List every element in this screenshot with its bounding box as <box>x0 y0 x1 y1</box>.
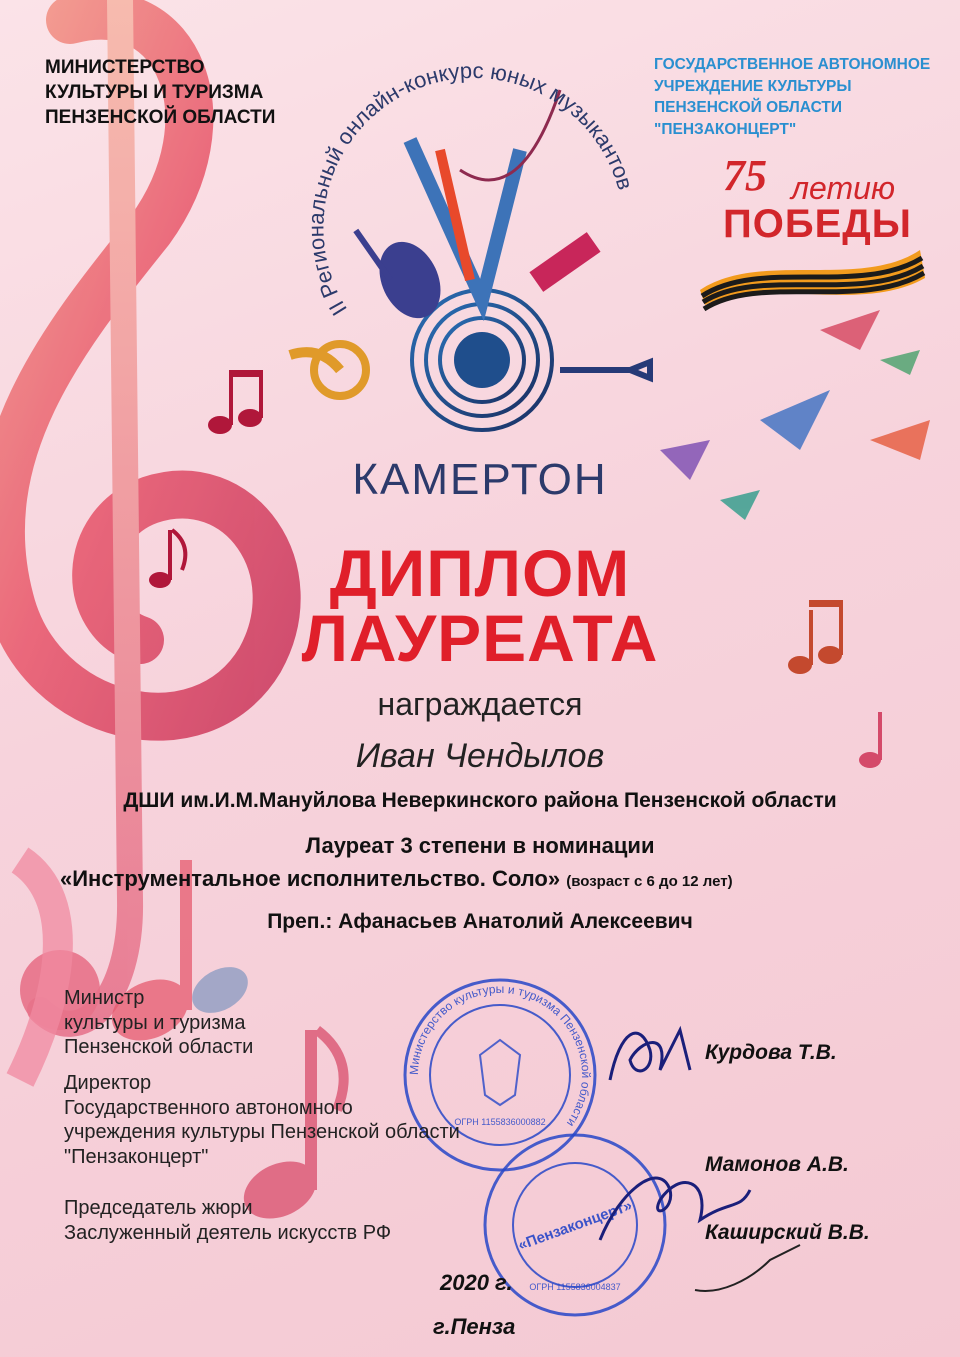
signatory-1-name: Курдова Т.В. <box>705 1041 837 1064</box>
signatory-1-title <box>64 986 253 1060</box>
signatory-2-title-line: Директор <box>64 1072 152 1094</box>
signatory-1-title-line: Министр <box>64 987 145 1009</box>
diploma-title-line-1: ДИПЛОМ <box>329 536 631 610</box>
teacher-name: Преп.: Афанасьев Анатолий Алексеевич <box>267 910 693 933</box>
organization-header <box>654 54 930 140</box>
nomination-title: «Инструментальное исполнительство. Соло» <box>60 866 561 891</box>
signatory-1-title-line: Пензенской области <box>64 1036 254 1058</box>
signatory-2-name: Мамонов А.В. <box>705 1153 849 1176</box>
ministry-line-2: КУЛЬТУРЫ И ТУРИЗМА <box>45 82 264 103</box>
svg-text:II Региональный онлайн-конкурс <box>303 58 638 320</box>
anniversary-number: 75 <box>723 151 767 200</box>
pensakoncert-stamp-text: «Пензаконцерт» <box>515 1196 635 1254</box>
diploma-title-line-2: ЛАУРЕАТА <box>301 601 659 675</box>
issue-date: 2020 г. <box>440 1270 513 1295</box>
pensakoncert-stamp-ogrn: ОГРН 1155836004837 <box>529 1282 621 1292</box>
ministry-stamp-text: Министерство культуры и туризма Пензенской области <box>406 981 594 1130</box>
issue-city: г.Пенза <box>433 1314 516 1339</box>
recipient-name: Иван Чендылов <box>355 737 605 775</box>
signature-kashirsky <box>690 1240 810 1300</box>
signatory-2-title <box>64 1071 460 1169</box>
organization-line-4: "ПЕНЗАКОНЦЕРТ" <box>654 120 797 138</box>
school-name: ДШИ им.И.М.Мануйлова Неверкинского района Пензенской области <box>123 789 837 812</box>
contest-name: КАМЕРТОН <box>352 455 608 504</box>
victory-anniversary-emblem <box>695 150 930 310</box>
signatory-2-title-line: учреждения культуры Пензенской области <box>64 1121 460 1143</box>
anniversary-suffix: летию <box>791 170 895 206</box>
contest-arc-title-text: II Региональный онлайн-конкурс юных музыкантов <box>303 57 639 321</box>
anniversary-word: ПОБЕДЫ <box>723 202 912 246</box>
signatory-1-title-line: культуры и туризма <box>64 1011 246 1034</box>
signatory-2-title-line: "Пензаконцерт" <box>64 1145 209 1168</box>
ministry-stamp-ogrn: ОГРН 1155836000882 <box>454 1117 546 1127</box>
organization-line-2: УЧРЕЖДЕНИЕ КУЛЬТУРЫ <box>654 77 852 95</box>
ministry-line-1: МИНИСТЕРСТВО <box>45 57 205 78</box>
signatory-3-title <box>64 1196 391 1245</box>
age-range: (возраст с 6 до 12 лет) <box>566 873 733 890</box>
signatory-3-title-line: Заслуженный деятель искусств РФ <box>64 1221 392 1244</box>
nomination-line <box>60 866 733 892</box>
organization-line-3: ПЕНЗЕНСКОЙ ОБЛАСТИ <box>654 99 842 116</box>
ministry-header <box>45 55 275 130</box>
coat-of-arms-icon <box>480 1040 520 1105</box>
ministry-line-3: ПЕНЗЕНСКОЙ ОБЛАСТИ <box>45 107 276 128</box>
laureate-degree: Лауреат 3 степени в номинации <box>305 833 655 858</box>
signatory-3-name: Каширский В.В. <box>705 1221 870 1244</box>
signatory-3-title-line: Председатель жюри <box>64 1197 253 1219</box>
signature-kurdova <box>600 1010 710 1100</box>
contest-arc-title <box>300 40 660 340</box>
signatory-2-title-line: Государственного автономного <box>64 1096 353 1119</box>
awarded-label: награждается <box>377 686 583 722</box>
organization-line-1: ГОСУДАРСТВЕННОЕ АВТОНОМНОЕ <box>654 56 931 73</box>
